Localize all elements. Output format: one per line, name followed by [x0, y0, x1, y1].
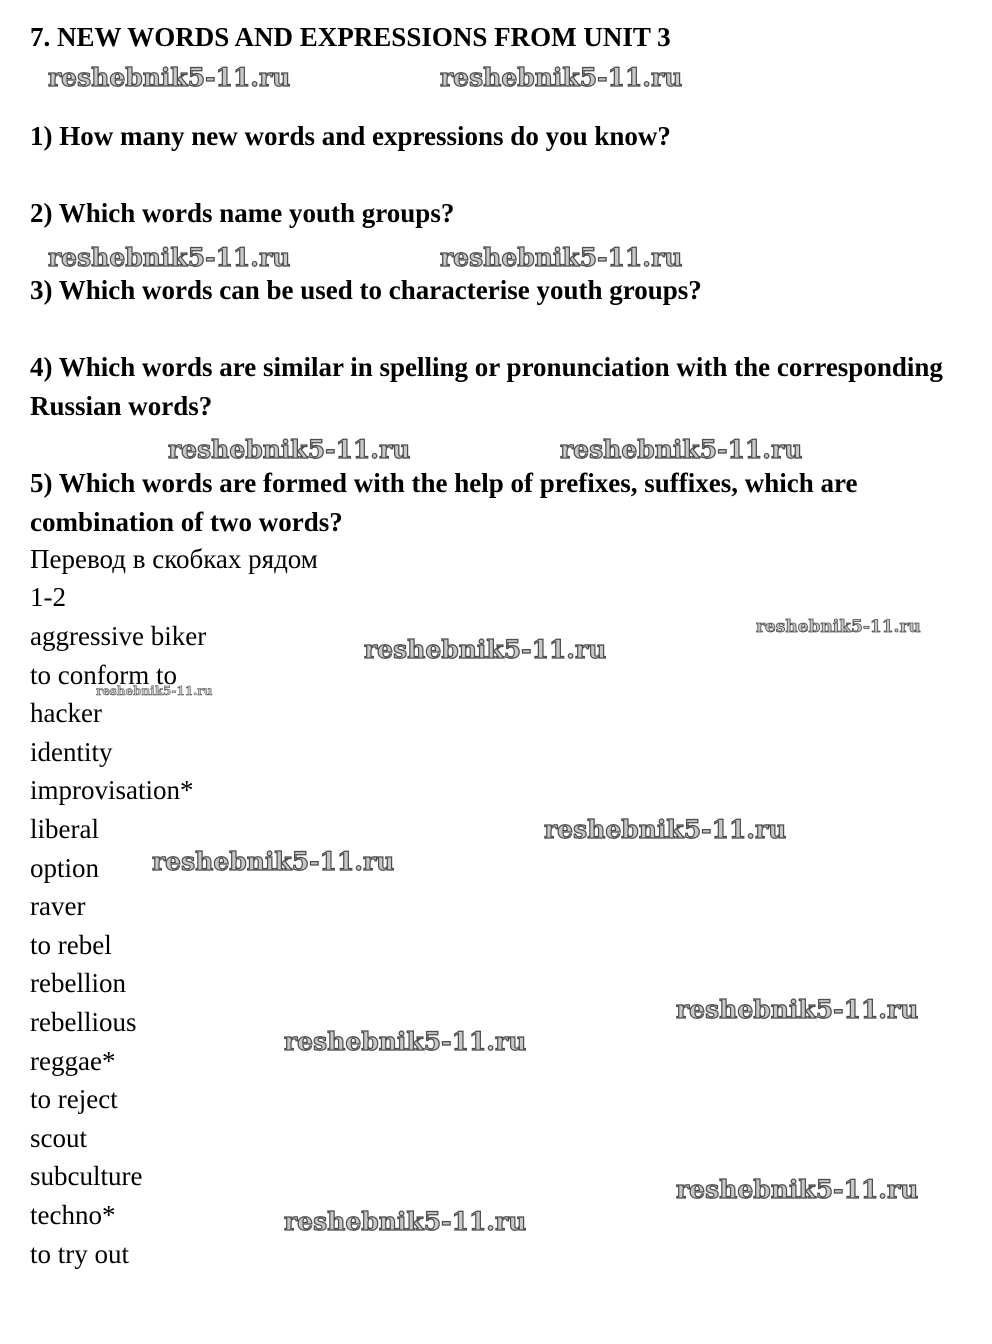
- question-4: 4) Which words are similar in spelling or pronunciation with the corresponding Russian words?: [30, 352, 943, 421]
- vocabulary-item: to try out: [30, 1238, 129, 1269]
- watermark: reshebnik5-11.ru: [364, 635, 607, 664]
- vocabulary-item: improvisation*: [30, 775, 194, 806]
- vocabulary-item: subculture: [30, 1161, 143, 1192]
- question-3: 3) Which words can be used to characterise youth groups?: [30, 275, 702, 305]
- watermark: reshebnik5-11.ru: [560, 435, 803, 464]
- watermark: reshebnik5-11.ru: [756, 617, 921, 637]
- vocabulary-item: rebellious: [30, 1006, 137, 1037]
- vocabulary-item: to reject: [30, 1084, 118, 1115]
- answer-label: 1-2: [30, 582, 66, 612]
- vocabulary-item: techno*: [30, 1199, 116, 1230]
- question-2: 2) Which words name youth groups?: [30, 198, 455, 228]
- vocabulary-item: rebellion: [30, 968, 126, 999]
- watermark: reshebnik5-11.ru: [440, 63, 683, 92]
- vocabulary-item: identity: [30, 736, 113, 767]
- watermark: reshebnik5-11.ru: [676, 1175, 919, 1204]
- question-5: 5) Which words are formed with the help of prefixes, suffixes, which are combination of two words?: [30, 468, 858, 537]
- question-1: 1) How many new words and expressions do you know?: [30, 121, 671, 151]
- watermark: reshebnik5-11.ru: [544, 815, 787, 844]
- watermark: reshebnik5-11.ru: [168, 435, 411, 464]
- watermark: reshebnik5-11.ru: [48, 63, 291, 92]
- vocabulary-item: option: [30, 852, 100, 883]
- vocabulary-list: [30, 617, 206, 1273]
- watermark: reshebnik5-11.ru: [440, 243, 683, 272]
- vocabulary-item: to conform to: [30, 659, 177, 690]
- vocabulary-item: liberal: [30, 813, 99, 844]
- watermark: reshebnik5-11.ru: [96, 684, 213, 698]
- vocabulary-item: aggressive biker: [30, 621, 207, 651]
- vocabulary-item: to rebel: [30, 929, 112, 960]
- watermark: reshebnik5-11.ru: [152, 847, 395, 876]
- vocabulary-item: raver: [30, 891, 86, 922]
- translation-note: Перевод в скобках рядом: [30, 544, 318, 574]
- watermark: reshebnik5-11.ru: [676, 995, 919, 1024]
- vocabulary-item: scout: [30, 1122, 87, 1153]
- vocabulary-item: hacker: [30, 698, 102, 729]
- watermark: reshebnik5-11.ru: [284, 1027, 527, 1056]
- watermark: reshebnik5-11.ru: [284, 1207, 527, 1236]
- vocabulary-item: reggae*: [30, 1045, 116, 1076]
- unit-heading: 7. NEW WORDS AND EXPRESSIONS FROM UNIT 3: [30, 22, 671, 52]
- watermark: reshebnik5-11.ru: [48, 243, 291, 272]
